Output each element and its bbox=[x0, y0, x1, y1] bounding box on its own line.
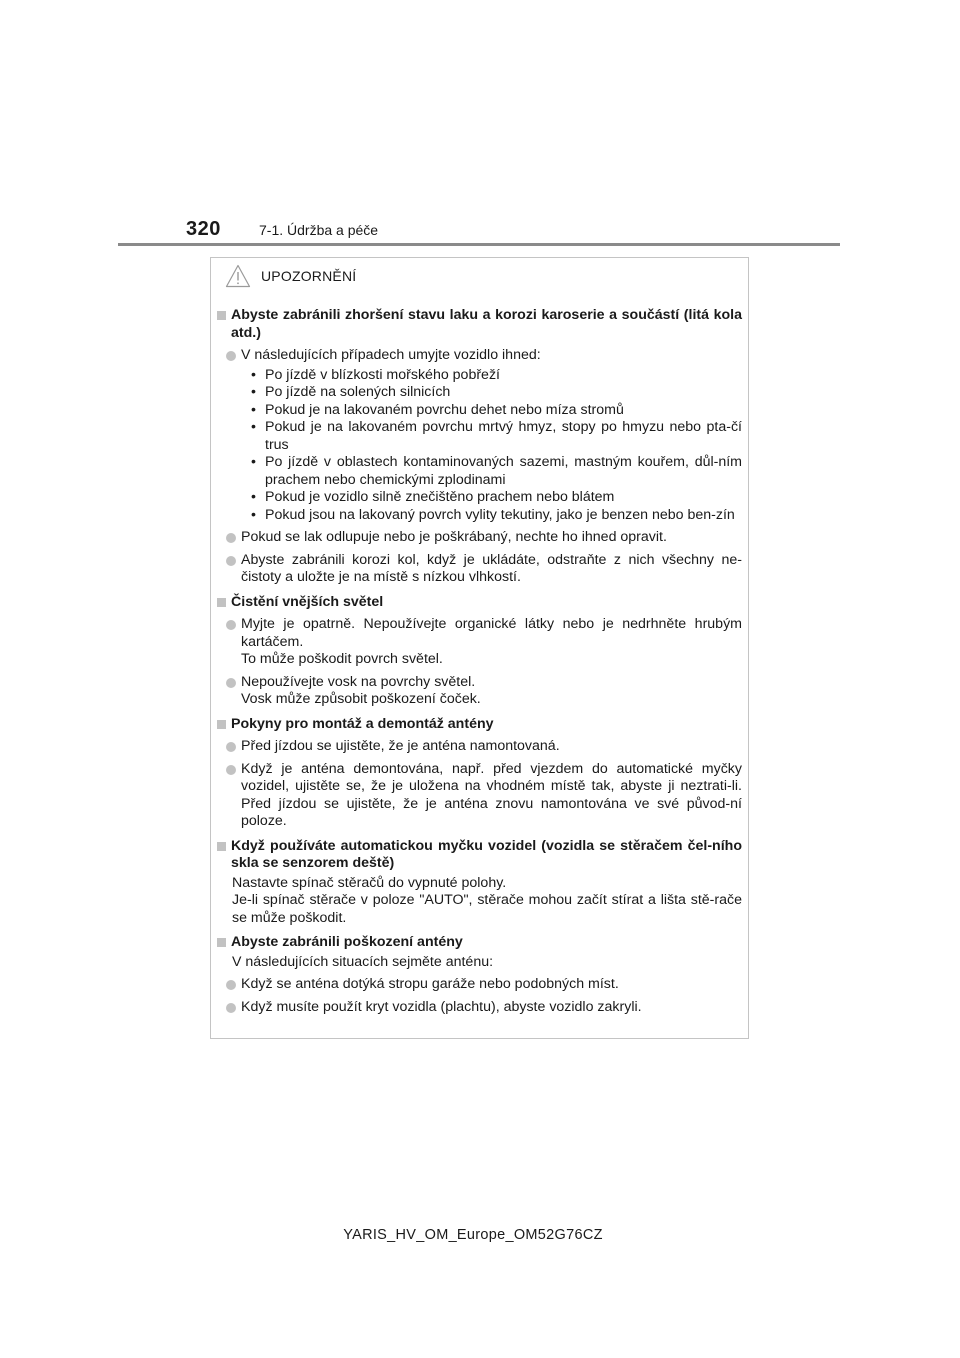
square-bullet-icon bbox=[217, 598, 226, 607]
list-item: Myjte je opatrně. Nepoužívejte organické látky nebo je nedrhněte hrubým kartáčem. To může poškodit povrch světel. bbox=[217, 616, 742, 669]
circle-bullet-icon bbox=[226, 742, 236, 752]
sub-list bbox=[217, 367, 742, 525]
list-item: Před jízdou se ujistěte, že je anténa namontovaná. bbox=[217, 738, 742, 756]
sub-list-item: • Pokud jsou na lakovaný povrch vylity tekutiny, jako je benzen nebo ben-zín bbox=[251, 507, 742, 525]
bullet-note: To může poškodit povrch světel. bbox=[241, 651, 443, 667]
square-bullet-icon bbox=[217, 311, 226, 320]
circle-bullet-icon bbox=[226, 678, 236, 688]
circle-bullet-icon bbox=[226, 1003, 236, 1013]
circle-bullet-icon bbox=[226, 556, 236, 566]
sub-list-item: • Pokud je na lakovaném povrchu mrtvý hmyz, stopy po hmyzu nebo pta-čí trus bbox=[251, 419, 742, 454]
section-heading: Když používáte automatickou myčku vozidel (vozidla se stěračem čel-ního skla se senzorem deště) bbox=[217, 838, 742, 873]
section-heading: Čistění vnějších světel bbox=[217, 594, 742, 612]
circle-bullet-icon bbox=[226, 765, 236, 775]
sub-list-item: • Pokud je vozidlo silně znečištěno prachem nebo blátem bbox=[251, 489, 742, 507]
list-item: Když je anténa demontována, např. před vjezdem do automatické myčky vozidel, ujistěte se, že je uložena na vhodném místě tak, abyste ji neztrati-li. Před jízdou se ujistěte, že je anténa znovu namontována ve své původ-ní poloze. bbox=[217, 761, 742, 831]
list-item: Když musíte použít kryt vozidla (plachtu), abyste vozidlo zakryli. bbox=[217, 999, 742, 1017]
header-divider bbox=[118, 243, 840, 246]
page-footer bbox=[0, 1227, 960, 1243]
warning-header bbox=[225, 262, 356, 290]
circle-bullet-icon bbox=[226, 533, 236, 543]
sub-list-item: • Pokud je na lakovaném povrchu dehet nebo míza stromů bbox=[251, 402, 742, 420]
list-item: Pokud se lak odlupuje nebo je poškrábaný, nechte ho ihned opravit. bbox=[217, 529, 742, 547]
paragraph: V následujících situacích sejměte anténu: bbox=[232, 953, 494, 970]
list-item: Když se anténa dotýká stropu garáže nebo podobných míst. bbox=[217, 976, 742, 994]
section-title: 7-1. Údržba a péče bbox=[259, 222, 379, 238]
paragraph: Je-li spínač stěrače v poloze "AUTO", stěrače mohou začít stírat a lišta stě-rače se může poškodit. bbox=[232, 892, 742, 926]
warning-title: UPOZORNĚNÍ bbox=[261, 268, 357, 284]
section-heading: Pokyny pro montáž a demontáž antény bbox=[217, 716, 742, 734]
list-item: Abyste zabránili korozi kol, když je ukládáte, odstraňte z nich všechny ne-čistoty a uložte je na místě s nízkou vlhkostí. bbox=[217, 552, 742, 587]
sub-list-item: • Po jízdě v oblastech kontaminovaných sazemi, mastným kouřem, důl-ním prachem nebo chemickými zplodinami bbox=[251, 454, 742, 489]
square-bullet-icon bbox=[217, 842, 226, 851]
document-code: YARIS_HV_OM_Europe_OM52G76CZ bbox=[343, 1227, 603, 1243]
circle-bullet-icon bbox=[226, 620, 236, 630]
section-heading: Abyste zabránili zhoršení stavu laku a korozi karoserie a součástí (litá kola atd.) bbox=[217, 307, 742, 342]
square-bullet-icon bbox=[217, 938, 226, 947]
circle-bullet-icon bbox=[226, 351, 236, 361]
bullet-note: Vosk může způsobit poškození čoček. bbox=[241, 691, 481, 707]
sub-list-item: • Po jízdě v blízkosti mořského pobřeží bbox=[251, 367, 742, 385]
sub-list-item: • Po jízdě na solených silnicích bbox=[251, 384, 742, 402]
paragraph: Nastavte spínač stěračů do vypnuté polohy. bbox=[232, 874, 507, 891]
circle-bullet-icon bbox=[226, 980, 236, 990]
list-item: Nepoužívejte vosk na povrchy světel. Vosk může způsobit poškození čoček. bbox=[217, 674, 742, 709]
page-number: 320 bbox=[186, 218, 221, 240]
warning-box bbox=[210, 257, 749, 1039]
square-bullet-icon bbox=[217, 720, 226, 729]
warning-triangle-icon bbox=[225, 264, 251, 288]
section-heading: Abyste zabránili poškození antény bbox=[217, 934, 742, 952]
warning-content bbox=[217, 300, 742, 1016]
list-item: V následujících případech umyjte vozidlo ihned: bbox=[217, 347, 742, 365]
